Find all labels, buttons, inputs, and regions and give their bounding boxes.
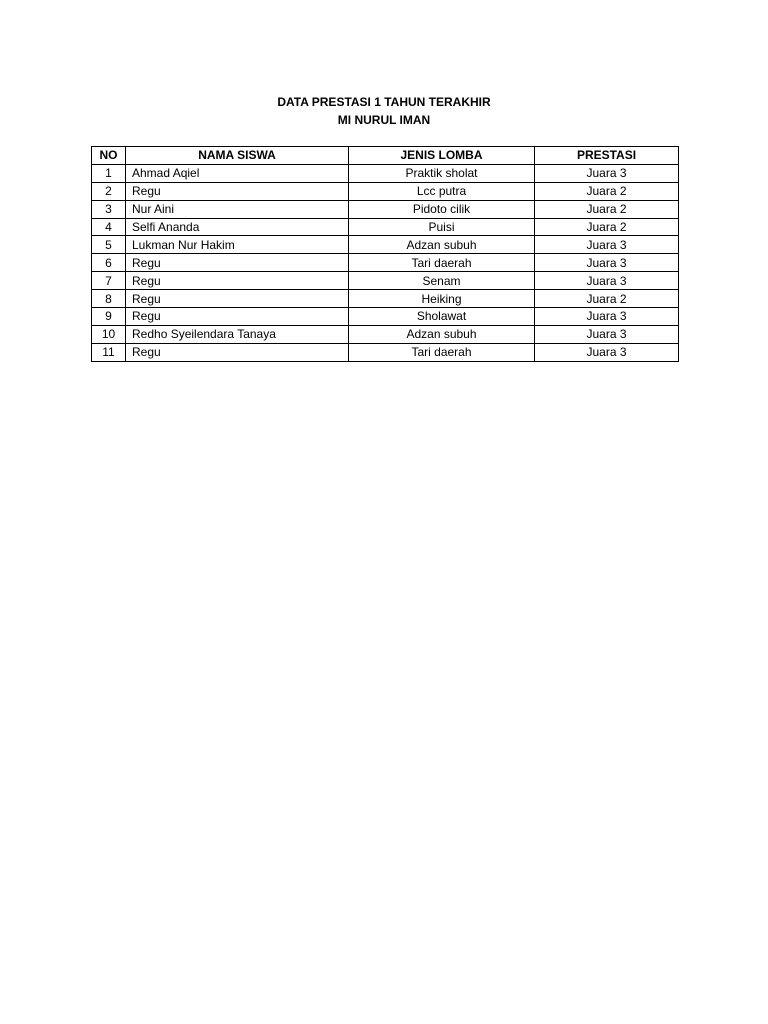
cell-nama: Regu (126, 290, 349, 308)
table-row (92, 182, 679, 200)
cell-nama: Ahmad Aqiel (126, 164, 349, 182)
cell-no: 4 (92, 218, 126, 236)
cell-no: 8 (92, 290, 126, 308)
cell-prestasi: Juara 3 (535, 325, 679, 343)
header-prestasi: PRESTASI (535, 147, 679, 165)
table-row (92, 200, 679, 218)
cell-nama: Lukman Nur Hakim (126, 236, 349, 254)
cell-prestasi: Juara 3 (535, 272, 679, 290)
cell-no: 5 (92, 236, 126, 254)
cell-nama: Regu (126, 272, 349, 290)
cell-nama: Regu (126, 343, 349, 361)
table-row (92, 218, 679, 236)
cell-prestasi: Juara 2 (535, 182, 679, 200)
cell-no: 11 (92, 343, 126, 361)
cell-lomba: Adzan subuh (349, 325, 535, 343)
title-line-2: MI NURUL IMAN (337, 113, 431, 127)
table-row (92, 272, 679, 290)
table-row (92, 290, 679, 308)
cell-no: 7 (92, 272, 126, 290)
table-row (92, 254, 679, 272)
cell-prestasi: Juara 3 (535, 236, 679, 254)
cell-prestasi: Juara 2 (535, 200, 679, 218)
title-line-1: DATA PRESTASI 1 TAHUN TERAKHIR (277, 95, 491, 109)
achievement-table (91, 146, 679, 362)
cell-lomba: Tari daerah (349, 254, 535, 272)
cell-prestasi: Juara 3 (535, 164, 679, 182)
cell-prestasi: Juara 3 (535, 343, 679, 361)
table-row (92, 343, 679, 361)
cell-lomba: Senam (349, 272, 535, 290)
cell-lomba: Puisi (349, 218, 535, 236)
cell-no: 2 (92, 182, 126, 200)
header-jenis-lomba: JENIS LOMBA (349, 147, 535, 165)
cell-lomba: Sholawat (349, 308, 535, 326)
table-row (92, 164, 679, 182)
cell-no: 3 (92, 200, 126, 218)
table-row (92, 325, 679, 343)
cell-nama: Selfi Ananda (126, 218, 349, 236)
cell-nama: Regu (126, 308, 349, 326)
cell-lomba: Tari daerah (349, 343, 535, 361)
table-header-row (92, 147, 679, 165)
cell-lomba: Praktik sholat (349, 164, 535, 182)
table-row (92, 236, 679, 254)
cell-no: 9 (92, 308, 126, 326)
cell-lomba: Adzan subuh (349, 236, 535, 254)
cell-nama: Redho Syeilendara Tanaya (126, 325, 349, 343)
cell-no: 10 (92, 325, 126, 343)
cell-no: 1 (92, 164, 126, 182)
cell-prestasi: Juara 2 (535, 218, 679, 236)
cell-lomba: Heiking (349, 290, 535, 308)
cell-nama: Nur Aini (126, 200, 349, 218)
header-nama-siswa: NAMA SISWA (126, 147, 349, 165)
cell-prestasi: Juara 3 (535, 254, 679, 272)
cell-prestasi: Juara 3 (535, 308, 679, 326)
cell-nama: Regu (126, 182, 349, 200)
cell-lomba: Lcc putra (349, 182, 535, 200)
table-row (92, 308, 679, 326)
cell-nama: Regu (126, 254, 349, 272)
document-title (91, 93, 677, 129)
header-no: NO (92, 147, 126, 165)
cell-no: 6 (92, 254, 126, 272)
cell-prestasi: Juara 2 (535, 290, 679, 308)
cell-lomba: Pidoto cilik (349, 200, 535, 218)
